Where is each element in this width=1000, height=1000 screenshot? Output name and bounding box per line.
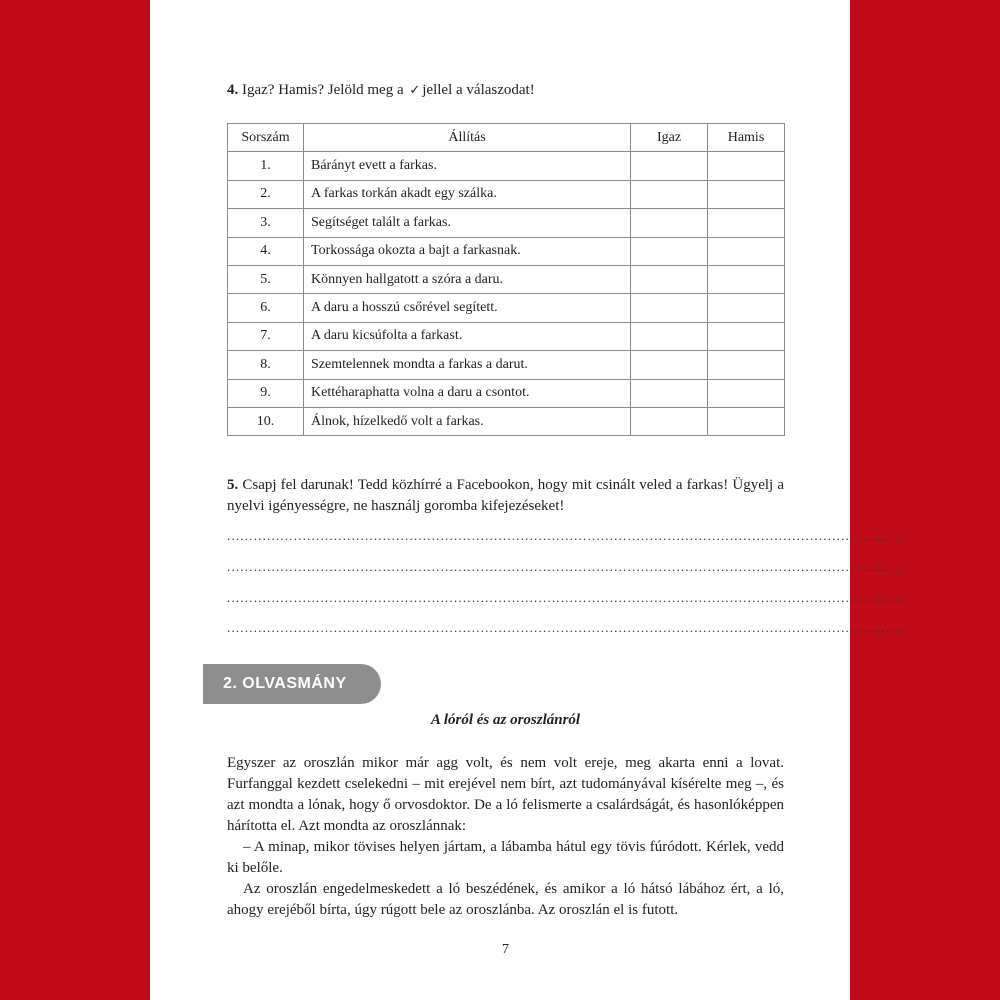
- hamis-cell[interactable]: [708, 294, 785, 322]
- row-statement: A farkas torkán akadt egy szálka.: [304, 180, 631, 208]
- table-row: [228, 180, 785, 208]
- igaz-cell[interactable]: [631, 379, 708, 407]
- page-number: 7: [502, 942, 509, 957]
- hamis-cell[interactable]: [708, 322, 785, 350]
- exercise-5-text: Csapj fel darunak! Tedd közhírré a Facebookon, hogy mit csinált veled a farkas! Ügyelj a nyelvi igényességre, ne használj goromba kifejezéseket!: [227, 477, 784, 514]
- row-number: 4.: [228, 237, 304, 265]
- reading-paragraph-2: – A minap, mikor tövises helyen jártam, a lábamba hátul egy tövis fúródott. Kérlek, vedd ki belőle.: [227, 839, 784, 876]
- header-igaz: Igaz: [631, 124, 708, 152]
- row-number: 7.: [228, 322, 304, 350]
- row-statement: A daru a hosszú csőrével segített.: [304, 294, 631, 322]
- igaz-cell[interactable]: [631, 237, 708, 265]
- table-header-row: [228, 124, 785, 152]
- answer-line-1[interactable]: ........................................................................................................................................................: [227, 528, 904, 543]
- table-row: [228, 209, 785, 237]
- table-row: [228, 265, 785, 293]
- row-statement: Könnyen hallgatott a szóra a daru.: [304, 265, 631, 293]
- igaz-cell[interactable]: [631, 351, 708, 379]
- igaz-cell[interactable]: [631, 152, 708, 180]
- hamis-cell[interactable]: [708, 351, 785, 379]
- header-hamis: Hamis: [708, 124, 785, 152]
- row-statement: Segítséget talált a farkas.: [304, 209, 631, 237]
- page: [150, 0, 904, 1000]
- row-statement: Szemtelennek mondta a farkas a darut.: [304, 351, 631, 379]
- igaz-cell[interactable]: [631, 265, 708, 293]
- row-number: 10.: [228, 407, 304, 435]
- row-number: 1.: [228, 152, 304, 180]
- answer-line-2[interactable]: ........................................................................................................................................................: [227, 559, 904, 574]
- hamis-cell[interactable]: [708, 237, 785, 265]
- row-number: 8.: [228, 351, 304, 379]
- row-statement: A daru kicsúfolta a farkast.: [304, 322, 631, 350]
- exercise-4-text-after: jellel a válaszodat!: [422, 82, 535, 98]
- reading-text: [227, 753, 784, 921]
- row-number: 9.: [228, 379, 304, 407]
- exercise-5-instruction: [227, 475, 784, 517]
- answer-line-3[interactable]: ........................................................................................................................................................: [227, 590, 904, 605]
- row-number: 2.: [228, 180, 304, 208]
- hamis-cell[interactable]: [708, 265, 785, 293]
- table-row: [228, 351, 785, 379]
- row-statement: Torkossága okozta a bajt a farkasnak.: [304, 237, 631, 265]
- header-sorszam: Sorszám: [228, 124, 304, 152]
- header-allitas: Állítás: [304, 124, 631, 152]
- row-number: 3.: [228, 209, 304, 237]
- exercise-4-number: 4.: [227, 82, 239, 98]
- row-number: 5.: [228, 265, 304, 293]
- table-row: [228, 379, 785, 407]
- hamis-cell[interactable]: [708, 180, 785, 208]
- table-row: [228, 407, 785, 435]
- check-mark-icon: ✓: [409, 83, 421, 98]
- hamis-cell[interactable]: [708, 152, 785, 180]
- igaz-cell[interactable]: [631, 407, 708, 435]
- exercise-4-text-before: Igaz? Hamis? Jelöld meg a: [238, 82, 404, 98]
- reading-title: A lóról és az oroszlánról: [430, 712, 581, 728]
- table-row: [228, 322, 785, 350]
- row-statement: Bárányt evett a farkas.: [304, 152, 631, 180]
- hamis-cell[interactable]: [708, 407, 785, 435]
- table-row: [228, 294, 785, 322]
- igaz-cell[interactable]: [631, 209, 708, 237]
- hamis-cell[interactable]: [708, 379, 785, 407]
- exercise-4-instruction: [227, 82, 535, 99]
- section-badge: 2. OLVASMÁNY: [203, 664, 381, 704]
- row-statement: Kettéharaphatta volna a daru a csontot.: [304, 379, 631, 407]
- table-row: [228, 152, 785, 180]
- reading-paragraph-1: Egyszer az oroszlán mikor már agg volt, és nem volt ereje, meg akarta enni a lovat. Furfanggal kezdett cselekedni – mit erejével nem bírt, azt tudományával kísérelte meg –, és azt mondta a lónak, hogy ő orvosdoktor. De a ló felismerte a csalárdságát, és hasonlóképpen hárította el. Azt mondta az oroszlánnak:: [227, 755, 784, 834]
- hamis-cell[interactable]: [708, 209, 785, 237]
- row-statement: Álnok, hízelkedő volt a farkas.: [304, 407, 631, 435]
- igaz-cell[interactable]: [631, 322, 708, 350]
- reading-paragraph-3: Az oroszlán engedelmeskedett a ló beszédének, és amikor a ló hátsó lábához ért, a ló, ahogy erejéből bírta, úgy rúgott bele az oroszlánba. Az oroszlán el is futott.: [227, 881, 784, 918]
- row-number: 6.: [228, 294, 304, 322]
- true-false-table: [227, 123, 785, 436]
- igaz-cell[interactable]: [631, 180, 708, 208]
- answer-line-4[interactable]: ........................................................................................................................................................: [227, 620, 904, 635]
- table-row: [228, 237, 785, 265]
- exercise-5-number: 5.: [227, 477, 239, 493]
- igaz-cell[interactable]: [631, 294, 708, 322]
